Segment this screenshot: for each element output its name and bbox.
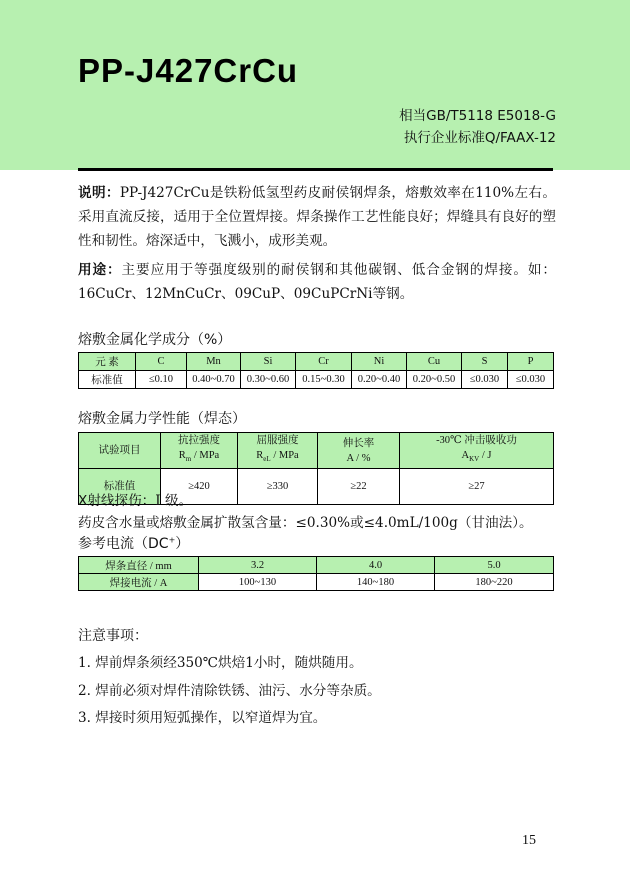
impact-unit: / J: [479, 450, 492, 462]
moisture-value: ≤0.30%或≤4.0mL/100g（甘油法）。: [295, 515, 533, 531]
tensile-unit-symbol: R: [178, 450, 186, 462]
mech-value-cell: ≥22: [318, 469, 400, 505]
chem-header-cell: Ni: [352, 353, 407, 371]
current-label: 焊接电流 / A: [79, 574, 199, 591]
yield-unit-sub: eL: [263, 455, 271, 464]
chem-value-cell: 0.20~0.50: [407, 371, 462, 389]
page-number: 15: [522, 833, 536, 848]
mechanical-heading: 熔敷金属力学性能（焊态）: [78, 411, 246, 427]
chem-header-cell: Mn: [187, 353, 241, 371]
impact-unit-sub: KV: [469, 455, 480, 464]
header-rule: [78, 168, 553, 171]
chem-value-cell: ≤0.030: [462, 371, 508, 389]
current-cell: 180~220: [435, 574, 554, 591]
current-heading: [78, 533, 189, 553]
yield-title: 屈服强度: [256, 435, 299, 447]
moisture-line: [78, 511, 533, 531]
current-heading-sup: +: [168, 535, 176, 545]
chem-header-cell: Cu: [407, 353, 462, 371]
current-table: [78, 556, 554, 591]
usage-label: 用途：: [78, 262, 122, 278]
chem-value-cell: ≤0.030: [508, 371, 554, 389]
mech-value-label: 标准值: [79, 469, 161, 505]
tensile-unit-sub: m: [185, 455, 192, 464]
current-cell: 100~130: [199, 574, 317, 591]
chem-value-cell: 0.20~0.40: [352, 371, 407, 389]
xray-label: X射线探伤：: [78, 493, 156, 509]
impact-title: -30℃ 冲击吸收功: [436, 435, 517, 447]
mech-header-yield: [238, 433, 318, 469]
chem-header-cell: 元 素: [79, 353, 136, 371]
yield-unit: / MPa: [270, 450, 299, 462]
chem-header-cell: S: [462, 353, 508, 371]
diameter-cell: 4.0: [317, 557, 435, 574]
description-label: 说明：: [78, 185, 120, 201]
diameter-cell: 3.2: [199, 557, 317, 574]
product-title: PP-J427CrCu: [78, 52, 299, 89]
chem-header-cell: Cr: [296, 353, 352, 371]
xray-value: I 级。: [155, 493, 193, 509]
chem-header-cell: P: [508, 353, 554, 371]
mech-header-tensile: [161, 433, 238, 469]
mech-value-cell: ≥420: [161, 469, 238, 505]
chem-value-cell: 标准值: [79, 371, 136, 389]
standard-equivalent: 相当GB/T5118 E5018-G: [399, 108, 556, 124]
chemistry-header-row: [79, 353, 554, 371]
moisture-label: 药皮含水量或熔敷金属扩散氢含量：: [78, 515, 296, 531]
xray-line: [78, 489, 192, 509]
current-row: [79, 574, 554, 591]
usage-text: 主要应用于等强度级别的耐侯钢和其他碳钢、低合金钢的焊接。如：16CuCr、12MnCuCr、09CuP、09CuPCrNi等钢。: [78, 262, 557, 302]
impact-unit-symbol: A: [461, 450, 470, 462]
description-text: PP-J427CrCu是铁粉低氢型药皮耐侯钢焊条，熔敷效率在110%左右。采用直流反接，适用于全位置焊接。焊条操作工艺性能良好；焊缝具有良好的塑性和韧性。熔深适中，飞溅小，成形美观。: [78, 185, 556, 249]
diameter-label: 焊条直径 / mm: [79, 557, 199, 574]
chem-header-cell: C: [136, 353, 187, 371]
chemistry-heading: 熔敷金属化学成分（%）: [78, 332, 232, 348]
yield-unit-symbol: R: [256, 450, 264, 462]
description-paragraph: [78, 181, 556, 253]
elongation-unit: A / %: [346, 452, 371, 464]
tensile-title: 抗拉强度: [178, 435, 220, 447]
current-heading-text: 参考电流（DC: [78, 536, 169, 552]
mech-value-cell: ≥330: [238, 469, 318, 505]
mech-header-item: 试验项目: [79, 433, 161, 469]
mech-header-impact: [400, 433, 554, 469]
mech-header-elongation: [318, 433, 400, 469]
diameter-cell: 5.0: [435, 557, 554, 574]
note-item: 2. 焊前必须对焊件清除铁锈、油污、水分等杂质。: [78, 683, 381, 699]
note-item: 1. 焊前焊条须经350℃烘焙1小时，随烘随用。: [78, 655, 363, 671]
current-heading-close: ）: [175, 536, 190, 552]
elongation-title: 伸长率: [342, 437, 375, 449]
chemistry-value-row: [79, 371, 554, 389]
mechanical-header-row: [79, 433, 554, 469]
current-cell: 140~180: [317, 574, 435, 591]
chem-value-cell: 0.40~0.70: [187, 371, 241, 389]
mech-value-cell: ≥27: [400, 469, 554, 505]
tensile-unit: / MPa: [191, 450, 220, 462]
enterprise-standard: 执行企业标准Q/FAAX-12: [403, 130, 556, 146]
chem-value-cell: 0.15~0.30: [296, 371, 352, 389]
notes-heading: 注意事项：: [78, 628, 148, 644]
diameter-row: [79, 557, 554, 574]
chem-header-cell: Si: [241, 353, 296, 371]
chem-value-cell: ≤0.10: [136, 371, 187, 389]
header-band: [0, 0, 630, 170]
note-item: 3. 焊接时须用短弧操作，以窄道焊为宜。: [78, 710, 327, 726]
chem-value-cell: 0.30~0.60: [241, 371, 296, 389]
usage-paragraph: [78, 258, 556, 306]
chemistry-table: [78, 352, 554, 389]
